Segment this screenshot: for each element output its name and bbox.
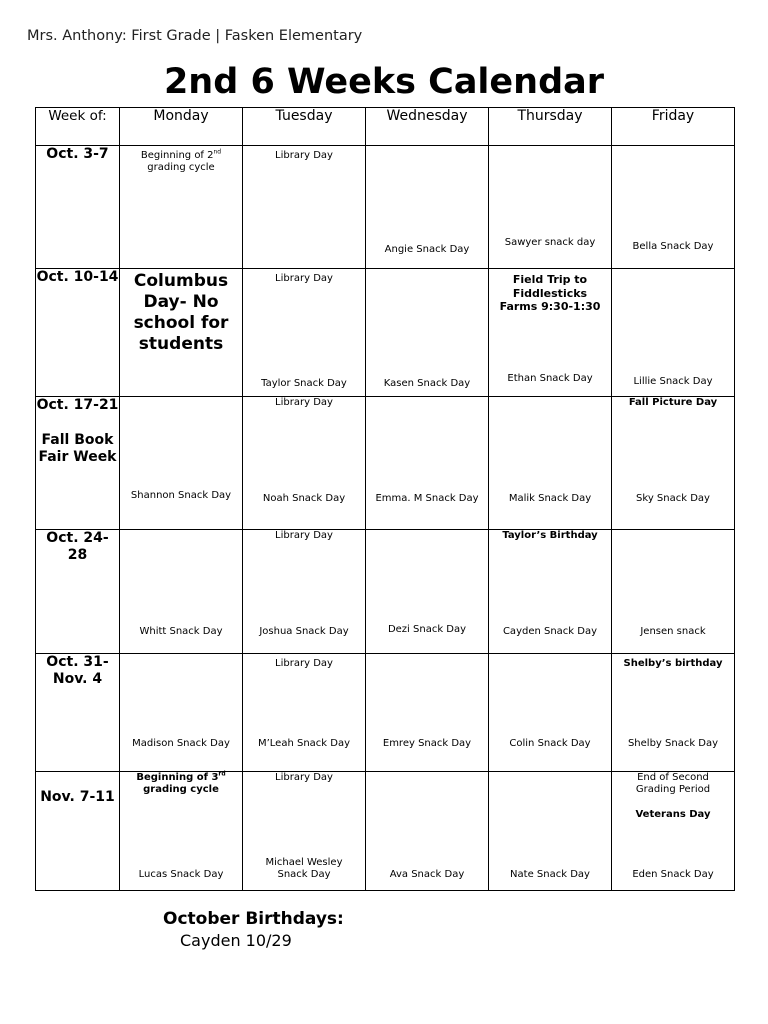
- snack-day-note: Bella Snack Day: [632, 241, 714, 252]
- day-header-wednesday: Wednesday: [366, 108, 489, 146]
- day-header-tuesday: Tuesday: [243, 108, 366, 146]
- snack-day-note: Eden Snack Day: [632, 869, 714, 880]
- birthdays-title: October Birthdays:: [163, 909, 344, 929]
- teacher-header: Mrs. Anthony: First Grade | Fasken Elementary: [27, 28, 363, 44]
- grading-period-note: End of Second Grading Period: [635, 772, 711, 795]
- library-day-note: Library Day: [275, 397, 333, 408]
- week-label: Oct. 24-28: [36, 530, 120, 654]
- library-day-note: Library Day: [275, 658, 333, 669]
- snack-day-note: Shelby Snack Day: [627, 738, 719, 749]
- snack-day-note: M’Leah Snack Day: [257, 738, 351, 749]
- day-cell-tuesday: [243, 146, 366, 269]
- day-header-friday: Friday: [612, 108, 735, 146]
- snack-day-note: Sawyer snack day: [504, 237, 596, 248]
- week-of-header: Week of:: [36, 108, 120, 146]
- day-cell-tuesday: [243, 654, 366, 772]
- snack-day-note: Cayden Snack Day: [502, 626, 598, 637]
- day-cell-wednesday: [366, 397, 489, 530]
- week-label: Oct. 10-14: [36, 269, 120, 397]
- day-cell-monday: [120, 269, 243, 397]
- day-cell-tuesday: [243, 530, 366, 654]
- week-label: Oct. 31-Nov. 4: [36, 654, 120, 772]
- snack-day-note: Michael Wesley Snack Day: [265, 857, 343, 880]
- week-label: Oct. 3-7: [36, 146, 120, 269]
- day-cell-thursday: [489, 530, 612, 654]
- day-cell-friday: [612, 397, 735, 530]
- snack-day-note: Ethan Snack Day: [507, 373, 593, 384]
- day-cell-monday: [120, 146, 243, 269]
- snack-day-note: Angie Snack Day: [384, 244, 470, 255]
- calendar-table: [35, 107, 735, 891]
- day-cell-tuesday: [243, 772, 366, 891]
- day-cell-wednesday: [366, 269, 489, 397]
- day-cell-tuesday: [243, 269, 366, 397]
- day-cell-wednesday: [366, 654, 489, 772]
- week-row-1: [36, 146, 735, 269]
- snack-day-note: Kasen Snack Day: [383, 378, 471, 389]
- library-day-note: Library Day: [275, 530, 333, 541]
- day-cell-thursday: [489, 654, 612, 772]
- snack-day-note: Sky Snack Day: [636, 493, 710, 504]
- day-cell-monday: [120, 397, 243, 530]
- day-cell-friday: [612, 269, 735, 397]
- birthday-item: Cayden 10/29: [180, 931, 292, 950]
- snack-day-note: Ava Snack Day: [389, 869, 465, 880]
- birthday-note: Taylor’s Birthday: [502, 530, 598, 541]
- page-title: 2nd 6 Weeks Calendar: [163, 62, 605, 102]
- snack-day-note: Shannon Snack Day: [130, 490, 232, 501]
- snack-day-note: Madison Snack Day: [132, 738, 230, 749]
- snack-day-note: Noah Snack Day: [262, 493, 346, 504]
- snack-day-note: Dezi Snack Day: [387, 624, 467, 635]
- week-label: Nov. 7-11: [36, 772, 120, 891]
- snack-day-note: Emrey Snack Day: [382, 738, 472, 749]
- day-cell-tuesday: [243, 397, 366, 530]
- library-day-note: Library Day: [275, 772, 333, 783]
- calendar-header-row: [36, 108, 735, 146]
- snack-day-note: Colin Snack Day: [509, 738, 591, 749]
- snack-day-note: Jensen snack: [640, 626, 706, 637]
- week-row-2: [36, 269, 735, 397]
- day-cell-thursday: [489, 397, 612, 530]
- snack-day-note: Nate Snack Day: [510, 869, 590, 880]
- veterans-day-note: Veterans Day: [635, 809, 711, 820]
- snack-day-note: Malik Snack Day: [508, 493, 592, 504]
- day-cell-thursday: [489, 269, 612, 397]
- day-cell-thursday: [489, 146, 612, 269]
- picture-day-note: Fall Picture Day: [628, 397, 718, 408]
- birthday-note: Shelby’s birthday: [623, 658, 723, 669]
- day-cell-monday: [120, 530, 243, 654]
- week-row-4: [36, 530, 735, 654]
- snack-day-note: Lillie Snack Day: [633, 376, 713, 387]
- holiday-note: Columbus Day- No school for students: [133, 271, 229, 354]
- grading-cycle-note: Beginning of 2nd grading cycle: [140, 148, 222, 173]
- day-cell-wednesday: [366, 530, 489, 654]
- library-day-note: Library Day: [275, 273, 333, 284]
- snack-day-note: Whitt Snack Day: [139, 626, 223, 637]
- week-row-6: [36, 772, 735, 891]
- week-label: Oct. 17-21: [36, 397, 119, 413]
- snack-day-note: Taylor Snack Day: [261, 378, 347, 389]
- day-cell-wednesday: [366, 146, 489, 269]
- week-row-3: [36, 397, 735, 530]
- grading-cycle-note: Beginning of 3rd grading cycle: [136, 770, 226, 795]
- day-cell-friday: [612, 654, 735, 772]
- library-day-note: Library Day: [275, 150, 333, 161]
- day-cell-wednesday: [366, 772, 489, 891]
- day-cell-friday: [612, 530, 735, 654]
- day-cell-friday: [612, 146, 735, 269]
- week-row-5: [36, 654, 735, 772]
- day-cell-friday: [612, 772, 735, 891]
- day-cell-monday: [120, 772, 243, 891]
- snack-day-note: Lucas Snack Day: [138, 869, 224, 880]
- book-fair-label: Fall Book Fair Week: [38, 432, 117, 465]
- day-header-thursday: Thursday: [489, 108, 612, 146]
- week-label-cell: [36, 397, 120, 530]
- day-header-monday: Monday: [120, 108, 243, 146]
- field-trip-note: Field Trip to Fiddlesticks Farms 9:30-1:30: [499, 273, 601, 313]
- day-cell-monday: [120, 654, 243, 772]
- day-cell-thursday: [489, 772, 612, 891]
- snack-day-note: Joshua Snack Day: [259, 626, 349, 637]
- snack-day-note: Emma. M Snack Day: [375, 493, 479, 504]
